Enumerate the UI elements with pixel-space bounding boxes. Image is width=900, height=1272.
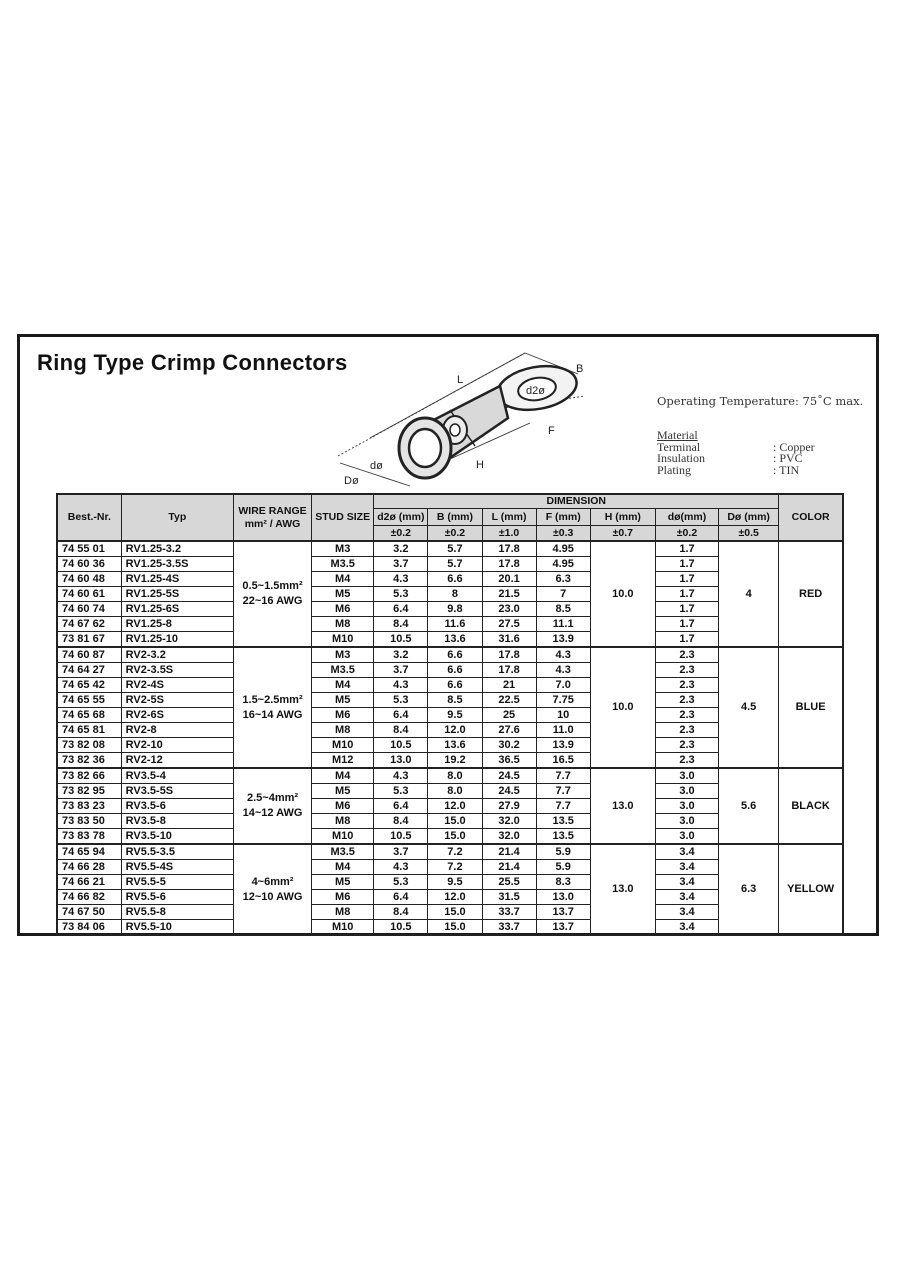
table-row [57,844,843,860]
cell-wire-range [233,844,311,935]
cell-typ: RV3.5-10 [121,829,233,845]
wire-range-mm: 1.5~2.5mm² [242,693,303,706]
cell-B: 15.0 [428,920,482,936]
cell-best-nr: 73 83 23 [57,799,121,814]
cell-stud-size: M8 [312,905,374,920]
cell-d2: 10.5 [374,738,428,753]
cell-best-nr: 74 66 82 [57,890,121,905]
cell-stud-size: M5 [312,693,374,708]
cell-L: 23.0 [482,602,536,617]
header-tolerance: ±0.3 [536,526,590,542]
cell-typ: RV1.25-8 [121,617,233,632]
cell-color: BLUE [779,647,843,768]
cell-L: 17.8 [482,647,536,663]
cell-F: 7.75 [536,693,590,708]
cell-L: 30.2 [482,738,536,753]
cell-F: 7.7 [536,768,590,784]
header-dim: L (mm) [482,509,536,526]
cell-wire-range [233,541,311,647]
cell-best-nr: 74 64 27 [57,663,121,678]
cell-wire-range [233,768,311,844]
cell-F: 13.5 [536,829,590,845]
cell-d: 2.3 [655,708,718,723]
cell-B: 8.0 [428,784,482,799]
cell-best-nr: 74 65 94 [57,844,121,860]
cell-B: 5.7 [428,541,482,557]
cell-d: 3.4 [655,905,718,920]
cell-H: 10.0 [590,647,655,768]
cell-best-nr: 73 84 06 [57,920,121,936]
cell-B: 12.0 [428,723,482,738]
cell-L: 21.4 [482,860,536,875]
cell-F: 7.7 [536,799,590,814]
cell-d2: 3.2 [374,541,428,557]
header-wire-range-1: WIRE RANGE [238,504,307,517]
cell-H: 13.0 [590,768,655,844]
cell-typ: RV5.5-5 [121,875,233,890]
cell-stud-size: M6 [312,799,374,814]
label-d: dø [370,460,383,472]
cell-best-nr: 74 55 01 [57,541,121,557]
material-label: Plating [657,462,692,477]
cell-best-nr: 74 60 36 [57,557,121,572]
cell-best-nr: 73 82 08 [57,738,121,753]
header-tolerance: ±0.5 [719,526,779,542]
wire-range-mm: 2.5~4mm² [246,792,299,804]
cell-d2: 4.3 [374,678,428,693]
cell-d2: 4.3 [374,768,428,784]
cell-F: 6.3 [536,572,590,587]
cell-d: 1.7 [655,557,718,572]
cell-best-nr: 73 82 66 [57,768,121,784]
cell-L: 24.5 [482,768,536,784]
cell-typ: RV1.25-6S [121,602,233,617]
cell-typ: RV1.25-5S [121,587,233,602]
cell-d2: 6.4 [374,708,428,723]
cell-typ: RV1.25-3.5S [121,557,233,572]
cell-best-nr: 74 65 42 [57,678,121,693]
connector-group [57,647,843,768]
cell-F: 13.7 [536,920,590,936]
cell-L: 31.6 [482,632,536,648]
cell-d2: 4.3 [374,860,428,875]
cell-typ: RV5.5-3.5 [121,844,233,860]
cell-d2: 6.4 [374,890,428,905]
connector-group [57,844,843,935]
material-value: : TIN [773,462,800,477]
cell-d: 3.0 [655,814,718,829]
operating-temperature: Operating Temperature: 75˚C max. [657,394,864,408]
cell-d2: 8.4 [374,617,428,632]
cell-B: 15.0 [428,829,482,845]
cell-B: 5.7 [428,557,482,572]
cell-B: 6.6 [428,663,482,678]
cell-H: 10.0 [590,541,655,647]
cell-stud-size: M5 [312,587,374,602]
cell-best-nr: 74 60 74 [57,602,121,617]
cell-B: 13.6 [428,632,482,648]
wire-range-awg: 22~16 AWG [242,595,303,607]
wire-range-mm: 0.5~1.5mm² [242,580,303,592]
label-L: L [457,374,464,386]
cell-d: 1.7 [655,587,718,602]
cell-L: 17.8 [482,557,536,572]
cell-F: 10 [536,708,590,723]
cell-d: 3.4 [655,890,718,905]
cell-stud-size: M6 [312,890,374,905]
cell-stud-size: M8 [312,723,374,738]
cell-F: 8.3 [536,875,590,890]
cell-stud-size: M8 [312,814,374,829]
header-dimension: DIMENSION [374,494,779,509]
cell-typ: RV2-3.5S [121,663,233,678]
cell-L: 17.8 [482,541,536,557]
cell-color: RED [779,541,843,647]
cell-d2: 5.3 [374,784,428,799]
header-dim: dø(mm) [655,509,718,526]
cell-typ: RV5.5-6 [121,890,233,905]
label-D: Dø [344,475,359,487]
header-wire-range-2: mm² / AWG [244,517,301,530]
cell-d: 3.0 [655,784,718,799]
cell-stud-size: M10 [312,920,374,936]
cell-F: 4.95 [536,541,590,557]
cell-F: 4.3 [536,663,590,678]
cell-F: 13.0 [536,890,590,905]
cell-d2: 13.0 [374,753,428,769]
cell-F: 13.9 [536,632,590,648]
cell-F: 8.5 [536,602,590,617]
cell-typ: RV2-3.2 [121,647,233,663]
header-color: COLOR [779,494,843,541]
cell-stud-size: M3 [312,541,374,557]
cell-L: 24.5 [482,784,536,799]
cell-H: 13.0 [590,844,655,935]
cell-d2: 5.3 [374,587,428,602]
cell-d2: 8.4 [374,723,428,738]
cell-stud-size: M3 [312,647,374,663]
cell-typ: RV5.5-10 [121,920,233,936]
table-row [57,768,843,784]
cell-stud-size: M3.5 [312,844,374,860]
cell-F: 13.5 [536,814,590,829]
cell-F: 13.9 [536,738,590,753]
cell-d: 3.0 [655,829,718,845]
cell-typ: RV1.25-3.2 [121,541,233,557]
cell-L: 32.0 [482,814,536,829]
cell-stud-size: M6 [312,602,374,617]
wire-range-awg: 16~14 AWG [242,708,303,721]
cell-d: 3.4 [655,875,718,890]
cell-B: 9.5 [428,708,482,723]
header-tolerance: ±0.2 [655,526,718,542]
label-F: F [548,425,555,437]
cell-L: 21.4 [482,844,536,860]
cell-F: 4.95 [536,557,590,572]
cell-d: 3.0 [655,799,718,814]
ring-connector-diagram [330,348,635,490]
cell-wire-range [233,647,311,768]
cell-L: 31.5 [482,890,536,905]
cell-B: 7.2 [428,860,482,875]
cell-L: 27.5 [482,617,536,632]
cell-d2: 6.4 [374,602,428,617]
cell-stud-size: M4 [312,860,374,875]
cell-d: 3.4 [655,920,718,936]
cell-best-nr: 74 65 55 [57,693,121,708]
cell-B: 12.0 [428,890,482,905]
cell-stud-size: M4 [312,678,374,693]
cell-stud-size: M3.5 [312,557,374,572]
cell-L: 25 [482,708,536,723]
cell-best-nr: 74 60 61 [57,587,121,602]
cell-F: 5.9 [536,860,590,875]
cell-typ: RV2-5S [121,693,233,708]
cell-d: 2.3 [655,738,718,753]
cell-best-nr: 73 83 78 [57,829,121,845]
cell-F: 4.3 [536,647,590,663]
cell-B: 15.0 [428,814,482,829]
header-stud-size: STUD SIZE [312,494,374,541]
label-B: B [576,363,584,375]
label-H: H [476,459,484,471]
cell-F: 13.7 [536,905,590,920]
cell-d: 3.4 [655,860,718,875]
cell-typ: RV3.5-5S [121,784,233,799]
cell-best-nr: 73 81 67 [57,632,121,648]
material-heading: Material [657,428,698,442]
header-dim: F (mm) [536,509,590,526]
material-label: Insulation [657,451,705,465]
cell-d2: 8.4 [374,905,428,920]
cell-stud-size: M6 [312,708,374,723]
cell-stud-size: M4 [312,572,374,587]
cell-best-nr: 73 82 95 [57,784,121,799]
cell-L: 22.5 [482,693,536,708]
cell-F: 5.9 [536,844,590,860]
header-tolerance: ±0.2 [428,526,482,542]
cell-typ: RV5.5-8 [121,905,233,920]
header-typ: Typ [121,494,233,541]
cell-stud-size: M12 [312,753,374,769]
cell-typ: RV5.5-4S [121,860,233,875]
material-value: : Copper [773,439,815,454]
connector-spec-table [56,493,844,936]
cell-L: 21 [482,678,536,693]
cell-best-nr: 74 60 87 [57,647,121,663]
cell-typ: RV2-8 [121,723,233,738]
cell-d: 2.3 [655,753,718,769]
cell-stud-size: M10 [312,738,374,753]
cell-F: 7.7 [536,784,590,799]
connector-group [57,541,843,647]
cell-B: 12.0 [428,799,482,814]
material-spec [657,430,815,476]
material-label: Terminal [657,439,701,454]
cell-d: 1.7 [655,617,718,632]
cell-B: 19.2 [428,753,482,769]
cell-typ: RV2-10 [121,738,233,753]
cell-best-nr: 73 82 36 [57,753,121,769]
cell-B: 9.8 [428,602,482,617]
page-title: Ring Type Crimp Connectors [37,350,348,375]
header-tolerance: ±1.0 [482,526,536,542]
cell-typ: RV2-4S [121,678,233,693]
cell-typ: RV2-6S [121,708,233,723]
cell-color: BLACK [779,768,843,844]
cell-typ: RV3.5-4 [121,768,233,784]
cell-L: 36.5 [482,753,536,769]
wire-range-mm: 4~6mm² [251,875,294,888]
cell-typ: RV1.25-4S [121,572,233,587]
wire-range-awg: 14~12 AWG [242,807,303,819]
cell-B: 11.6 [428,617,482,632]
cell-d: 2.3 [655,693,718,708]
cell-F: 11.1 [536,617,590,632]
cell-best-nr: 74 67 50 [57,905,121,920]
cell-L: 27.9 [482,799,536,814]
cell-L: 20.1 [482,572,536,587]
cell-F: 7.0 [536,678,590,693]
cell-typ: RV3.5-6 [121,799,233,814]
cell-d2: 5.3 [374,693,428,708]
cell-d: 3.0 [655,768,718,784]
cell-color: YELLOW [779,844,843,935]
material-value: : PVC [773,451,803,465]
cell-d2: 6.4 [374,799,428,814]
cell-L: 25.5 [482,875,536,890]
wire-range-awg: 12~10 AWG [242,890,303,903]
cell-d2: 8.4 [374,814,428,829]
cell-d2: 3.2 [374,647,428,663]
connector-group [57,768,843,844]
cell-B: 7.2 [428,844,482,860]
cell-best-nr: 74 60 48 [57,572,121,587]
cell-d: 1.7 [655,572,718,587]
header-dim: B (mm) [428,509,482,526]
cell-B: 8.0 [428,768,482,784]
cell-D: 4 [719,541,779,647]
cell-B: 8 [428,587,482,602]
cell-best-nr: 73 83 50 [57,814,121,829]
cell-best-nr: 74 66 28 [57,860,121,875]
cell-d2: 4.3 [374,572,428,587]
cell-F: 7 [536,587,590,602]
header-dim: H (mm) [590,509,655,526]
cell-d: 2.3 [655,678,718,693]
cell-D: 5.6 [719,768,779,844]
cell-B: 15.0 [428,905,482,920]
cell-best-nr: 74 67 62 [57,617,121,632]
cell-B: 13.6 [428,738,482,753]
cell-d: 2.3 [655,723,718,738]
cell-F: 11.0 [536,723,590,738]
cell-B: 9.5 [428,875,482,890]
cell-d: 1.7 [655,602,718,617]
cell-d: 2.3 [655,647,718,663]
cell-D: 4.5 [719,647,779,768]
cell-d2: 10.5 [374,632,428,648]
cell-stud-size: M5 [312,875,374,890]
header-wire-range [233,494,311,541]
cell-d2: 10.5 [374,920,428,936]
cell-D: 6.3 [719,844,779,935]
cell-best-nr: 74 65 81 [57,723,121,738]
cell-d2: 3.7 [374,844,428,860]
cell-stud-size: M5 [312,784,374,799]
cell-F: 16.5 [536,753,590,769]
cell-stud-size: M4 [312,768,374,784]
cell-L: 21.5 [482,587,536,602]
cell-best-nr: 74 66 21 [57,875,121,890]
header-best-nr: Best.-Nr. [57,494,121,541]
cell-L: 17.8 [482,663,536,678]
cell-typ: RV2-12 [121,753,233,769]
cell-d2: 3.7 [374,557,428,572]
cell-d2: 3.7 [374,663,428,678]
cell-B: 8.5 [428,693,482,708]
table-row [57,541,843,557]
cell-typ: RV3.5-8 [121,814,233,829]
cell-stud-size: M10 [312,632,374,648]
cell-stud-size: M3.5 [312,663,374,678]
cell-d: 2.3 [655,663,718,678]
cell-L: 27.6 [482,723,536,738]
cell-L: 32.0 [482,829,536,845]
header-dim: Dø (mm) [719,509,779,526]
cell-d2: 10.5 [374,829,428,845]
cell-d: 1.7 [655,632,718,648]
cell-typ: RV1.25-10 [121,632,233,648]
cell-stud-size: M10 [312,829,374,845]
header-dim: d2ø (mm) [374,509,428,526]
cell-L: 33.7 [482,920,536,936]
cell-L: 33.7 [482,905,536,920]
label-d2: d2ø [526,385,545,397]
header-tolerance: ±0.2 [374,526,428,542]
cell-stud-size: M8 [312,617,374,632]
cell-best-nr: 74 65 68 [57,708,121,723]
cell-d: 3.4 [655,844,718,860]
cell-B: 6.6 [428,678,482,693]
table-row [57,647,843,663]
header-tolerance: ±0.7 [590,526,655,542]
cell-B: 6.6 [428,647,482,663]
cell-d2: 5.3 [374,875,428,890]
cell-d: 1.7 [655,541,718,557]
cell-B: 6.6 [428,572,482,587]
